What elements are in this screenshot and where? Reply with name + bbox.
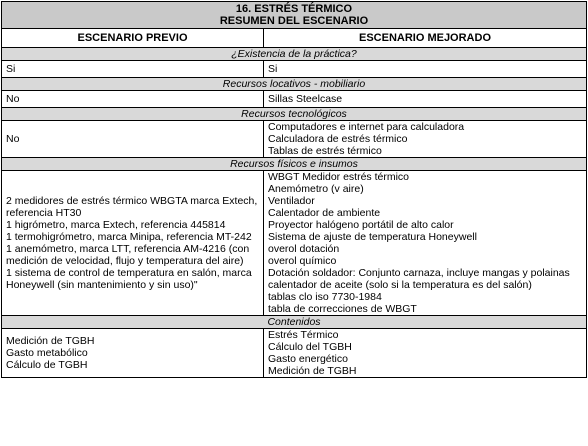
contenidos-mejorado <box>264 329 587 378</box>
list-item: Medición de TGBH <box>6 335 95 347</box>
list-item: tabla de correcciones de WBGT <box>268 303 417 315</box>
section-fisicos: Recursos físicos e insumos <box>2 158 587 171</box>
fisicos-mejorado <box>264 171 587 316</box>
list-item: 1 higrómetro, marca Extech, referencia 445814 <box>6 219 226 231</box>
section-locativos: Recursos locativos - mobiliario <box>2 78 587 91</box>
list-item: Calentador de ambiente <box>268 207 381 219</box>
tecnologicos-previo: No <box>2 121 264 158</box>
tecnologicos-mejorado <box>264 121 587 158</box>
list-item: Dotación soldador: Conjunto carnaza, incluye mangas y polainas <box>268 267 570 279</box>
list-item: 1 termohigrómetro, marca Minipa, referencia MT-242 <box>6 231 252 243</box>
list-item: overol dotación <box>268 243 340 255</box>
column-header-mejorado: ESCENARIO MEJORADO <box>264 29 587 48</box>
list-item: Anemómetro (v aire) <box>268 183 364 195</box>
section-tecnologicos: Recursos tecnológicos <box>2 108 587 121</box>
list-item: calentador de aceite (solo si la temperatura es del salón) <box>268 279 532 291</box>
summary-table <box>1 1 587 378</box>
list-item: Estrés Térmico <box>268 329 339 341</box>
title-line-1: 16. ESTRÉS TÉRMICO <box>235 3 353 15</box>
list-item: Medición de TGBH <box>268 365 357 377</box>
list-item: 2 medidores de estrés térmico WBGTA marca Extech, referencia HT30 <box>6 195 258 219</box>
existencia-previo: Si <box>2 61 264 78</box>
section-contenidos: Contenidos <box>2 316 587 329</box>
list-item: 1 sistema de control de temperatura en salón, marca Honeywell (sin mantenimiento y sin uso)" <box>6 267 252 291</box>
contenidos-previo <box>2 329 264 378</box>
locativos-mejorado: Sillas Steelcase <box>264 91 587 108</box>
list-item: Proyector halógeno portátil de alto calor <box>268 219 454 231</box>
fisicos-previo <box>2 171 264 316</box>
list-item: Computadores e internet para calculadora <box>268 121 465 133</box>
list-item: Gasto energético <box>268 353 348 365</box>
existencia-mejorado: Si <box>264 61 587 78</box>
list-item: overol químico <box>268 255 337 267</box>
list-item: 1 anemómetro, marca LTT, referencia AM-4216 (con medición de velocidad, flujo y temperatura del aire) <box>6 243 250 267</box>
list-item: Tablas de estrés térmico <box>268 145 382 157</box>
list-item: Cálculo de TGBH <box>6 359 88 371</box>
list-item: Ventilador <box>268 195 315 207</box>
table-title <box>2 2 587 29</box>
locativos-previo: No <box>2 91 264 108</box>
list-item: WBGT Medidor estrés térmico <box>268 171 410 183</box>
section-existencia: ¿Existencia de la práctica? <box>2 48 587 61</box>
title-line-2: RESUMEN DEL ESCENARIO <box>219 15 369 27</box>
list-item: Calculadora de estrés térmico <box>268 133 408 145</box>
column-header-previo: ESCENARIO PREVIO <box>2 29 264 48</box>
list-item: Cálculo del TGBH <box>268 341 352 353</box>
list-item: Gasto metabólico <box>6 347 88 359</box>
list-item: Sistema de ajuste de temperatura Honeywell <box>268 231 477 243</box>
list-item: tablas clo iso 7730-1984 <box>268 291 382 303</box>
